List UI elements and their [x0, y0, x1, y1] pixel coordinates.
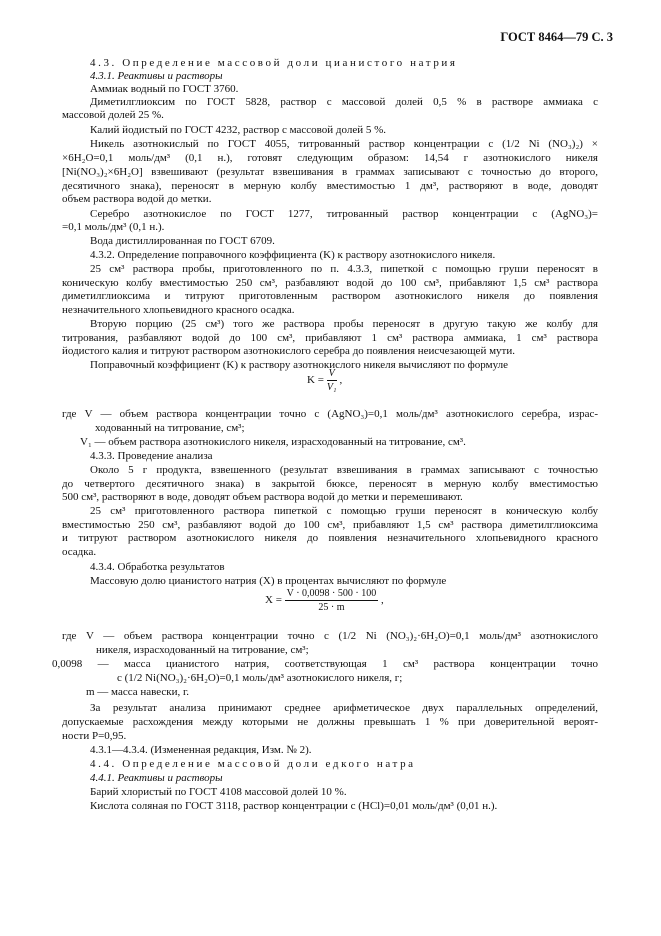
text-line: десятичного знака), переносят в мерную колбу вместимостью 1 дм³, растворяют в воде, доводят — [62, 180, 598, 192]
text-line: V₁ — объем раствора азотнокислого никеля, израсходованный на титрование, см³. — [80, 436, 466, 448]
text-line: 25 см³ раствора пробы, приготовленного по п. 4.3.3, пипеткой с помощью груши переносят в — [90, 263, 598, 275]
text-line: Вторую порцию (25 см³) того же раствора пробы переносят в другую такую же колбу для — [90, 318, 598, 330]
text-line: Массовую долю цианистого натрия (X) в процентах вычисляют по формуле — [90, 575, 447, 587]
text-line: массовой долей 25 %. — [62, 109, 164, 121]
text-line: йодистого калия и титруют раствором азотнокислого серебра до появления неисчезающей мути. — [62, 345, 515, 357]
page-header: ГОСТ 8464—79 С. 3 — [500, 30, 613, 44]
text-line: титрования, разбавляют водой до 100 см³, прибавляют 1 см³ раствора аммиака, 1 см³ раствора — [62, 332, 598, 344]
formula-x-numerator: V · 0,0098 · 500 · 100 — [286, 588, 377, 599]
text-line: Диметилглиоксим по ГОСТ 5828, раствор с массовой долей 0,5 % в растворе аммиака с — [90, 96, 598, 108]
text-line: незначительного хлопьевидного красного осадка. — [62, 304, 295, 316]
formula-x-lhs: X = — [265, 594, 282, 607]
text-line: 4.3.2. Определение поправочного коэффициента (K) к раствору азотнокислого никеля. — [90, 249, 496, 261]
text-line: 4.3.4. Обработка результатов — [90, 561, 225, 573]
text-line: Вода дистиллированная по ГОСТ 6709. — [90, 235, 275, 247]
text-line: Аммиак водный по ГОСТ 3760. — [90, 83, 239, 95]
formula-x-denominator: 25 · m — [318, 602, 345, 613]
text-line: Кислота соляная по ГОСТ 3118, раствор концентрации c (HCl)=0,01 моль/дм³ (0,01 н.). — [90, 800, 498, 812]
text-line: допускаемые расхождения между которыми не должны превышать 1 % при доверительной вероят- — [62, 716, 598, 728]
formula-k-numerator: V — [328, 368, 335, 379]
text-line: диметилглиоксима и титруют приготовленным раствором азотнокислого никеля до появления — [62, 290, 598, 302]
text-line: 4.3.1. Реактивы и растворы — [90, 70, 223, 82]
text-line: осадка. — [62, 546, 97, 558]
text-line: 0,0098 — масса цианистого натрия, соответствующая 1 см³ раствора концентрации точно — [52, 658, 598, 670]
text-line: ходованный на титрование, см³; — [95, 422, 245, 434]
text-line: 500 см³, растворяют в воде, доводят объем раствора водой до метки и перемешивают. — [62, 491, 463, 503]
text-line: =0,1 моль/дм³ (0,1 н.). — [62, 221, 165, 233]
text-line: ности P=0,95. — [62, 730, 127, 742]
text-line: c (1/2 Ni(NO₃)₂·6H₂O)=0,1 моль/дм³ азотнокислого никеля, г; — [117, 672, 403, 684]
text-line: 4.4.1. Реактивы и растворы — [90, 772, 223, 784]
text-line: вместимостью 250 см³, разбавляют водой до 100 см³, прибавляют 1,5 см³ раствора диметилглиоксима — [62, 519, 598, 531]
text-line: 25 см³ приготовленного раствора пипеткой с помощью груши переносят в коническую колбу — [90, 505, 598, 517]
formula-k — [307, 368, 342, 393]
formula-x — [265, 588, 384, 613]
text-line: и титруют раствором азотнокислого никеля до появления незначительного хлопьевидного красного — [62, 532, 598, 544]
text-line: Никель азотнокислый по ГОСТ 4055, титрованный раствор концентрации c (1/2 Ni (NO₃)₂) × — [90, 138, 598, 150]
text-line: ×6H₂O=0,1 моль/дм³ (0,1 н.), готовят следующим образом: 14,54 г азотнокислого никеля — [62, 152, 598, 164]
text-line: Серебро азотнокислое по ГОСТ 1277, титрованный раствор концентрации c (AgNO₃)= — [90, 208, 598, 220]
text-line: [Ni(NO₃)₂×6H₂O] взвешивают (результат взвешивания в граммах записывают с точностью до второго, — [62, 166, 598, 178]
formula-k-fraction — [327, 368, 337, 393]
text-line: где V — объем раствора концентрации точно c (AgNO₃)=0,1 моль/дм³ азотнокислого серебра, израс- — [62, 408, 598, 420]
text-line: Поправочный коэффициент (K) к раствору азотнокислого никеля вычисляют по формуле — [90, 359, 508, 371]
text-line: m — масса навески, г. — [86, 686, 190, 698]
text-line: где V — объем раствора концентрации точно c (1/2 Ni (NO₃)₂·6H₂O)=0,1 моль/дм³ азотнокислого — [62, 630, 598, 642]
text-line: коническую колбу вместимостью 250 см³, разбавляют водой до 100 см³, прибавляют 1,5 см³ раствора — [62, 277, 598, 289]
text-line: 4.3. Определение массовой доли цианистого натрия — [90, 57, 458, 69]
text-line: Калий йодистый по ГОСТ 4232, раствор с массовой долей 5 %. — [90, 124, 387, 136]
text-line: 4.3.3. Проведение анализа — [90, 450, 213, 462]
formula-k-denominator: V₁ — [326, 382, 337, 393]
text-line: никеля, израсходованный на титрование, см³; — [96, 644, 309, 656]
text-line: За результат анализа принимают среднее арифметическое двух параллельных определений, — [90, 702, 598, 714]
formula-x-tail: , — [380, 594, 384, 607]
formula-x-fraction — [285, 588, 379, 613]
text-line: Барий хлористый по ГОСТ 4108 массовой долей 10 %. — [90, 786, 347, 798]
formula-k-lhs: K = — [307, 374, 324, 387]
text-line: 4.4. Определение массовой доли едкого натра — [90, 758, 416, 770]
text-line: Около 5 г продукта, взвешенного (результат взвешивания в граммах записывают с точностью — [90, 464, 598, 476]
formula-k-tail: , — [339, 374, 343, 387]
text-line: 4.3.1—4.3.4. (Измененная редакция, Изм. № 2). — [90, 744, 312, 756]
text-line: до четвертого десятичного знака) в закрытой бюксе, переносят в мерную колбу вместимостью — [62, 478, 598, 490]
text-line: объем раствора водой до метки. — [62, 193, 212, 205]
